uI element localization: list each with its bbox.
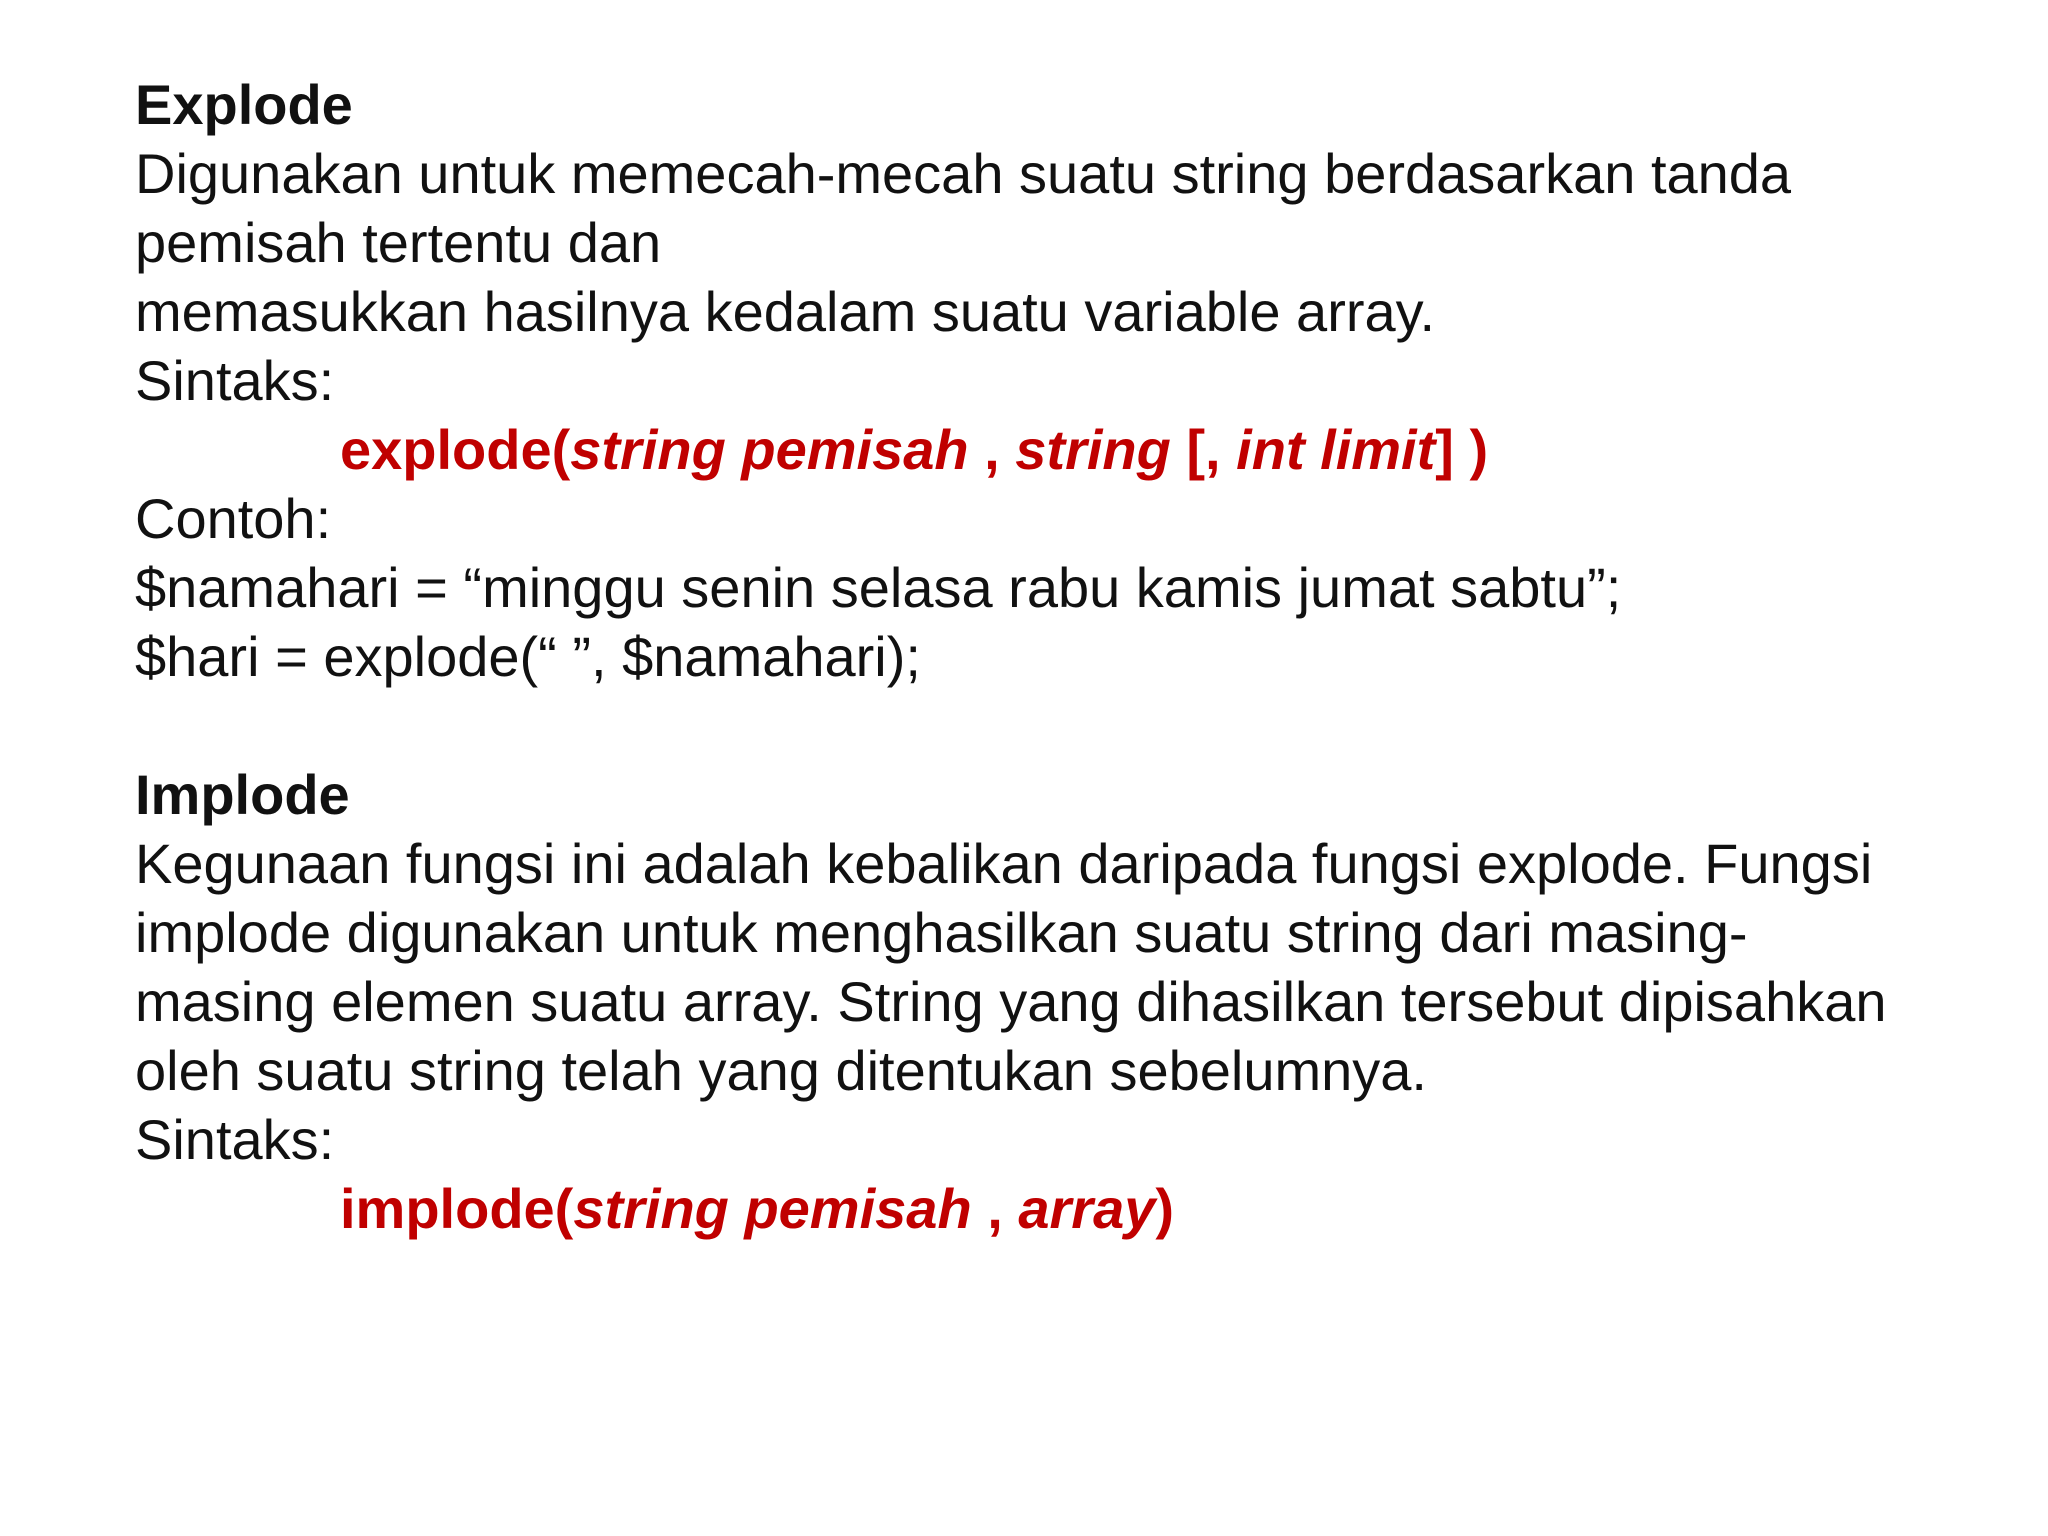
- implode-description-line-4: oleh suatu string telah yang ditentukan sebelumnya.: [135, 1039, 1427, 1102]
- explode-syntax: [135, 415, 1985, 484]
- implode-syntax: [135, 1174, 1985, 1243]
- slide-content: [135, 70, 1985, 1243]
- implode-heading: Implode: [135, 763, 350, 826]
- explode-example-line-1: $namahari = “minggu senin selasa rabu kamis jumat sabtu”;: [135, 556, 1622, 619]
- explode-heading: Explode: [135, 73, 353, 136]
- implode-syntax-arg-array: array: [1018, 1177, 1156, 1240]
- explode-syntax-label: Sintaks:: [135, 349, 335, 412]
- explode-description-line-1: Digunakan untuk memecah-mecah suatu string berdasarkan tanda: [135, 142, 1792, 205]
- explode-syntax-close: ] ): [1435, 418, 1489, 481]
- explode-example-label: Contoh:: [135, 487, 332, 550]
- implode-syntax-arg-separator: string pemisah: [573, 1177, 972, 1240]
- explode-description-line-3: memasukkan hasilnya kedalam suatu variable array.: [135, 280, 1436, 343]
- explode-example-line-2: $hari = explode(“ ”, $namahari);: [135, 625, 921, 688]
- implode-syntax-comma: ,: [971, 1177, 1019, 1240]
- explode-syntax-comma: ,: [968, 418, 1016, 481]
- implode-description-line-1: Kegunaan fungsi ini adalah kebalikan daripada fungsi explode. Fungsi: [135, 832, 1873, 895]
- explode-syntax-arg-limit: int limit: [1236, 418, 1436, 481]
- explode-syntax-optional-open: [,: [1170, 418, 1237, 481]
- explode-syntax-fn: explode(: [340, 418, 571, 481]
- implode-syntax-label: Sintaks:: [135, 1108, 335, 1171]
- implode-description-line-2: implode digunakan untuk menghasilkan suatu string dari masing-: [135, 901, 1748, 964]
- explode-description-line-2: pemisah tertentu dan: [135, 211, 662, 274]
- implode-syntax-close: ): [1155, 1177, 1175, 1240]
- explode-syntax-arg-separator: string pemisah: [570, 418, 969, 481]
- implode-syntax-fn: implode(: [340, 1177, 574, 1240]
- section-spacer: [135, 691, 1985, 760]
- explode-syntax-arg-string: string: [1015, 418, 1171, 481]
- implode-description-line-3: masing elemen suatu array. String yang dihasilkan tersebut dipisahkan: [135, 970, 1887, 1033]
